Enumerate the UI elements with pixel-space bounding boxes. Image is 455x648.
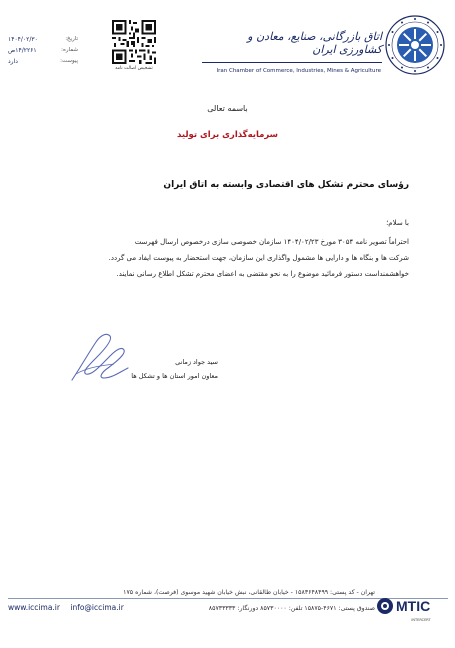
greeting: با سلام؛	[386, 219, 409, 227]
number-label: شماره:	[61, 47, 78, 53]
mtic-logo-text: MTIC	[396, 598, 431, 614]
letter-meta	[8, 34, 78, 67]
qr-caption: تشخیص اصالت نامه	[115, 66, 153, 71]
attachment-row	[8, 56, 78, 67]
header-divider	[202, 62, 382, 63]
footer-address: تهران - کد پستی: ۱۵۸۳۶۴۸۴۹۹ - خیابان طالقانی، نبش خیابان شهید موسوی (فرصت)، شماره ۱۷۵	[123, 589, 375, 596]
date-value: ۱۴۰۴/۰۲/۳۰	[8, 36, 38, 43]
qr-code-icon[interactable]	[112, 20, 156, 64]
attachment-value: دارد	[8, 58, 18, 65]
mtic-cert-logo-icon	[376, 594, 448, 618]
number-value: ۱۴/۲۲۶۱ص	[8, 47, 37, 54]
iccima-logo-icon	[384, 14, 446, 76]
number-row	[8, 45, 78, 56]
footer-web-links	[8, 603, 132, 612]
attachment-label: پیوست:	[60, 58, 78, 64]
year-slogan: سرمایه‌گذاری برای تولید	[176, 130, 279, 140]
mtic-logo-subtext: INTERCERT	[411, 618, 431, 622]
body-line-1: احتراماً تصویر نامه ۳۰۵۴ مورخ ۱۴۰۴/۰۲/۲۳ سازمان خصوصی سازی درخصوص ارسال فهرست	[134, 238, 409, 246]
website-link[interactable]: www.iccima.ir	[8, 603, 60, 612]
body-line-3: خواهشمنداست دستور فرمائید موضوع را به نحو مقتضی به اعضای محترم تشکل اطلاع رسانی نمایند.	[116, 270, 409, 278]
addressee: رؤسای محترم تشکل های اقتصادی وابسته به اتاق ایران	[163, 180, 409, 190]
signer-name: سید جواد زمانی	[175, 358, 218, 366]
email-link[interactable]: info@iccima.ir	[70, 603, 124, 612]
footer-contact: صندوق پستی: ۴۶۷۱-۱۵۸۷۵ تلفن: ۸۵۷۳۰۰۰۰ دورنگار: ۸۵۷۳۳۳۳۳	[208, 605, 375, 612]
signer-title: معاون امور استان ها و تشکل ها	[131, 372, 218, 380]
date-row	[8, 34, 78, 45]
org-name-en: Iran Chamber of Commerce, Industries, Mines & Agriculture	[216, 68, 381, 74]
org-name-fa: اتاق بازرگانی، صنایع، معادن و کشاورزی ایران	[247, 30, 382, 56]
body-line-2: شرکت ها و بنگاه ها و دارایی ها مشمول واگذاری این سازمان، جهت استحضار به پیوست ایفاد می گردد.	[108, 254, 409, 262]
date-label: تاریخ:	[65, 36, 78, 42]
bismillah: باسمه تعالی	[207, 104, 248, 113]
